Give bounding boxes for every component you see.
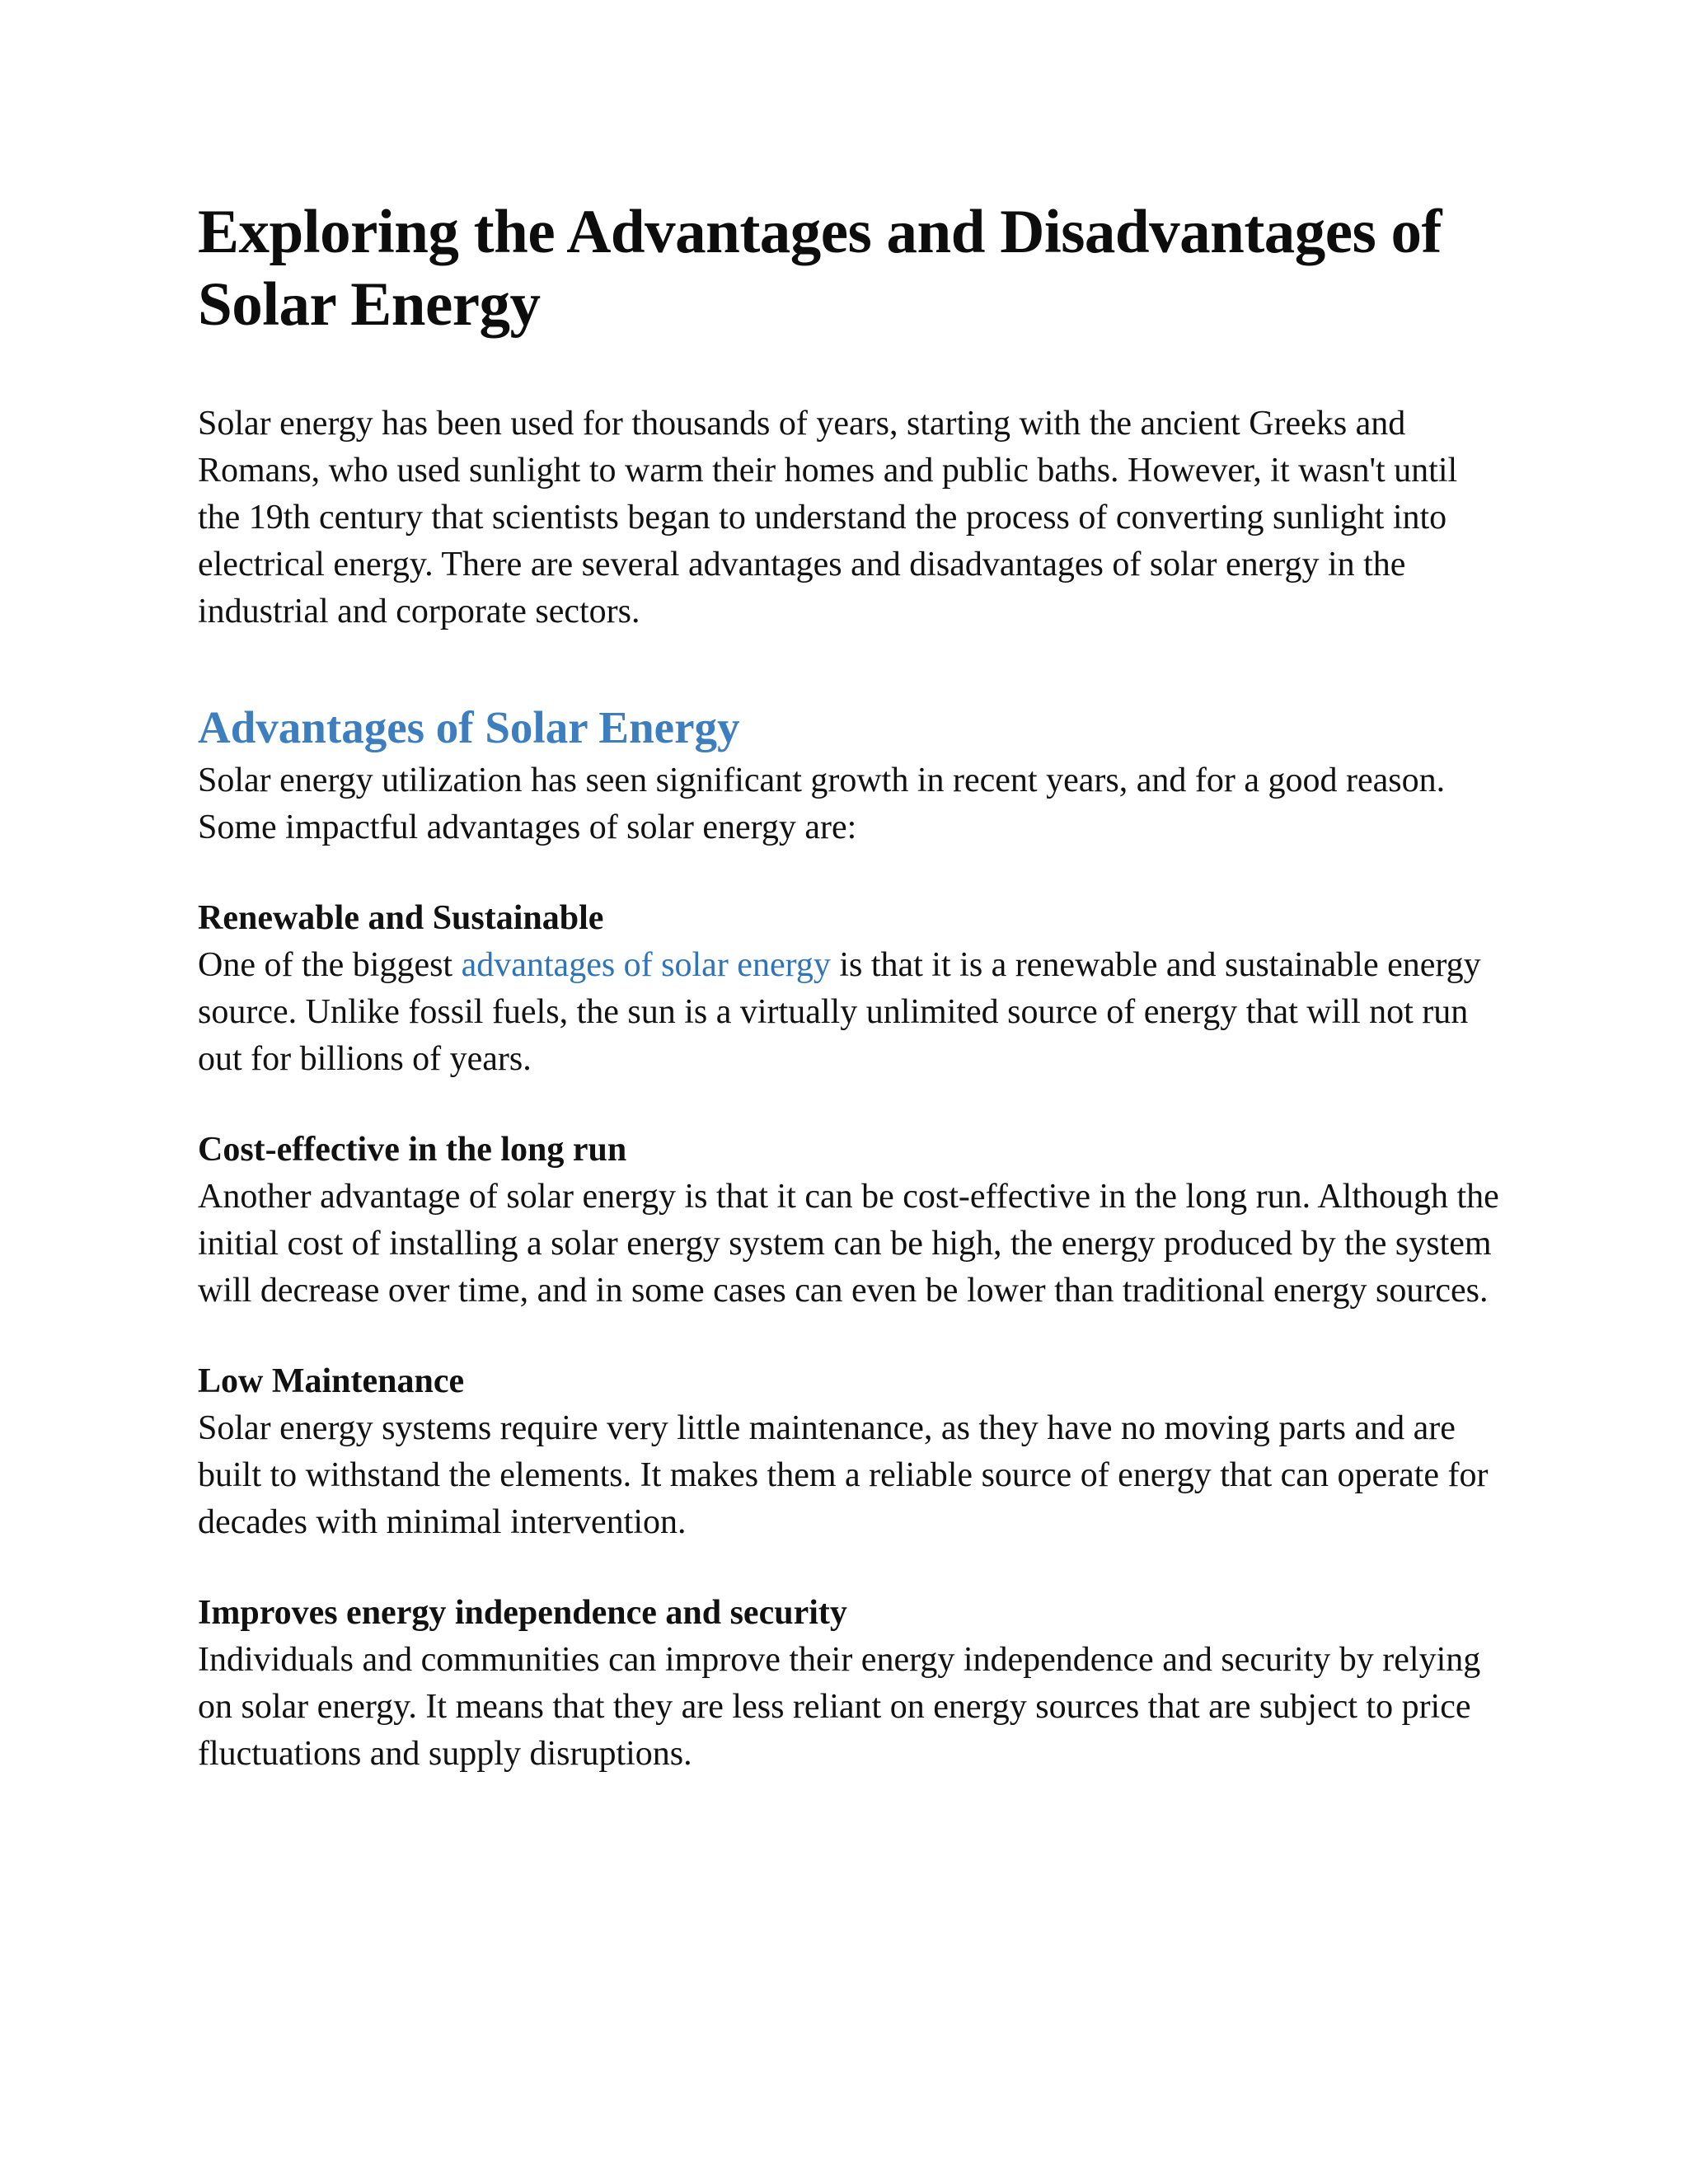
advantage-heading: Improves energy independence and security [198, 1594, 847, 1632]
advantage-body: Another advantage of solar energy is that it can be cost-effective in the long run. Although the initial cost of installing a solar energy system can be high, the energy produced by the system will decrease over time, and in some cases can even be lower than traditional energy sources. [198, 1178, 1499, 1310]
section-intro-paragraph: Solar energy utilization has seen significant growth in recent years, and for a good reason. Some impactful advantages of solar energy are: [198, 762, 1446, 846]
intro-paragraph: Solar energy has been used for thousands of years, starting with the ancient Greeks and Romans, who used sunlight to warm their homes and public baths. However, it wasn't until the 19th century that scientists began to understand the process of converting sunlight into electrical energy. There are several advantages and disadvantages of solar energy in the industrial and corporate sectors. [198, 405, 1458, 630]
advantage-heading: Low Maintenance [198, 1362, 465, 1400]
advantage-heading: Cost-effective in the long run [198, 1131, 627, 1169]
advantage-item-low-maintenance [198, 1358, 1500, 1546]
advantage-item-cost-effective [198, 1127, 1500, 1315]
advantage-body [198, 942, 1500, 1083]
advantage-item-renewable [198, 895, 1500, 1083]
document-page [198, 196, 1500, 1778]
advantage-heading: Renewable and Sustainable [198, 899, 604, 937]
advantage-body-text: One of the biggest [198, 946, 462, 984]
advantages-of-solar-energy-link[interactable]: advantages of solar energy [461, 946, 831, 984]
advantage-body-text: is that it is a renewable and sustainable energy source. Unlike fossil fuels, the sun is a virtually unlimited source of energy that will not run out for billions of years. [198, 946, 1481, 1078]
advantage-item-energy-independence [198, 1590, 1500, 1778]
document-title: Exploring the Advantages and Disadvantages of Solar Energy [198, 198, 1442, 339]
advantage-body: Solar energy systems require very little maintenance, as they have no moving parts and are built to withstand the elements. It makes them a reliable source of energy that can operate for decades with minimal intervention. [198, 1409, 1489, 1541]
section-heading-advantages: Advantages of Solar Energy [198, 702, 740, 752]
advantage-body: Individuals and communities can improve their energy independence and security by relying on solar energy. It means that they are less reliant on energy sources that are subject to price fluctuations and supply disruptions. [198, 1641, 1481, 1773]
